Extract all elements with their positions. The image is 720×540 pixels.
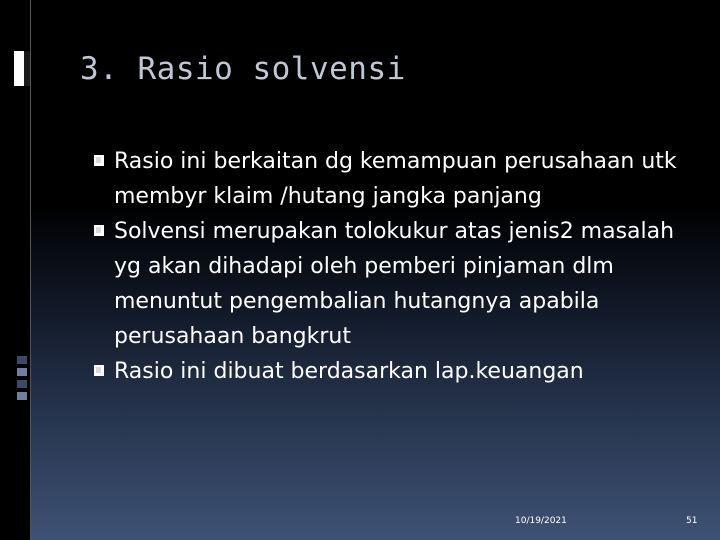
decorative-bar [17, 392, 27, 400]
square-bullet-icon [92, 364, 106, 378]
footer-date: 10/19/2021 [515, 516, 567, 526]
bullet-item [92, 144, 702, 214]
bullet-text: Solvensi merupakan tolokukur atas jenis2 masalah yg akan dihadapi oleh pemberi pinjaman dlm menuntut pengembalian hutangnya apabila perusahaan bangkrut [114, 219, 675, 349]
slide-title: 3. Rasio solvensi [80, 51, 406, 87]
bullet-list [92, 144, 702, 389]
left-divider-line [30, 0, 31, 540]
bullet-text: Rasio ini berkaitan dg kemampuan perusahaan utk membyr klaim /hutang jangka panjang [114, 149, 677, 209]
bullet-item [92, 354, 702, 389]
bullet-text: Rasio ini dibuat berdasarkan lap.keuangan [114, 359, 584, 384]
bullet-item [92, 214, 702, 354]
decorative-bars [17, 356, 27, 404]
decorative-bar [17, 368, 27, 376]
slide-number: 51 [686, 516, 698, 526]
title-accent-shadow [24, 51, 30, 86]
decorative-bar [17, 356, 27, 364]
square-bullet-icon [92, 224, 106, 238]
square-bullet-icon [92, 154, 106, 168]
decorative-bar [17, 380, 27, 388]
